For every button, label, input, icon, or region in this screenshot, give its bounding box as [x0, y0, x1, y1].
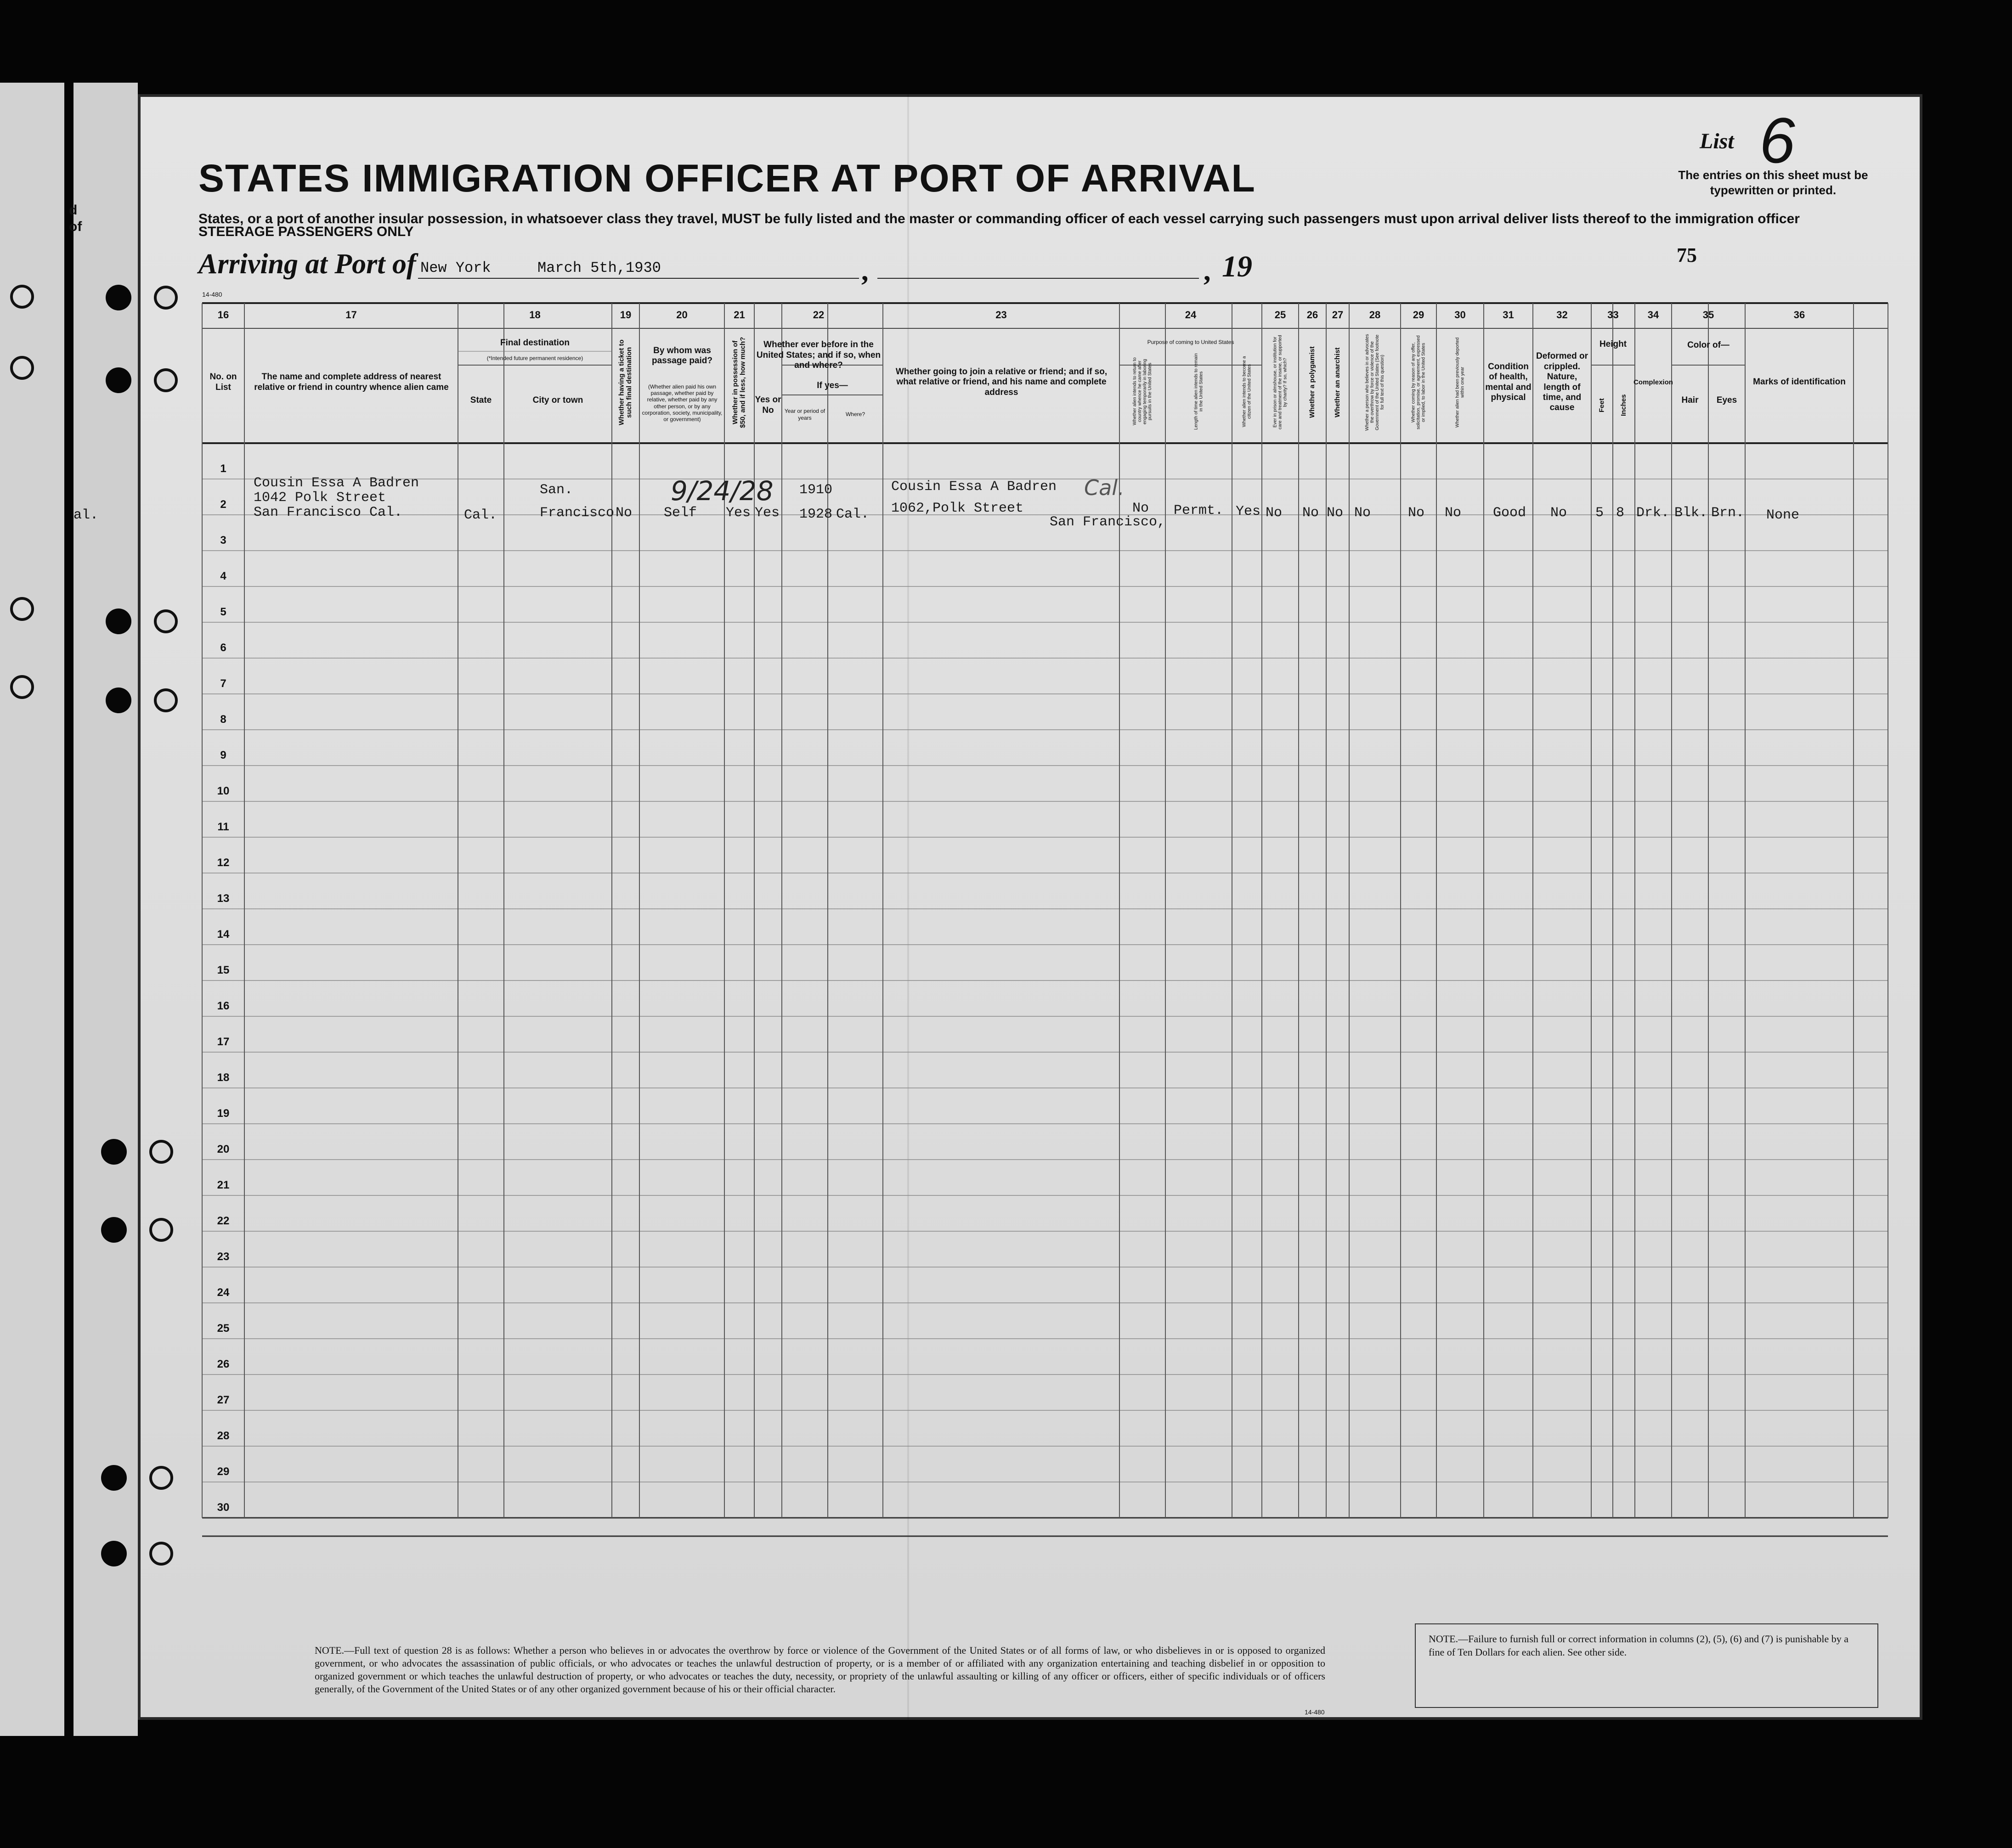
header-nearest-relative: The name and complete address of nearest relative or friend in country whence alien came	[254, 372, 449, 392]
row-number: 27	[217, 1394, 230, 1406]
arriving-port: New York	[420, 259, 491, 276]
footnote-form-number: 14-480	[1305, 1708, 1325, 1716]
header-health: Condition of health, mental and physical	[1485, 361, 1532, 402]
row-number: 21	[217, 1179, 230, 1191]
list-number: 6	[1759, 104, 1795, 176]
header-purpose: Purpose of coming to United States	[1147, 338, 1234, 345]
header-join-relative: Whether going to join a relative or friend; and if so, what relative or friend, and his name and complete address	[895, 366, 1108, 397]
row-number: 28	[217, 1430, 230, 1442]
punch-hole-ring	[154, 286, 178, 310]
header-ticket: Whether having a ticket to such final destination	[617, 339, 633, 425]
handwritten-state: Cal.	[1084, 475, 1125, 500]
col-num-29: 29	[1413, 309, 1424, 321]
header-length-stay: Length of time alien intends to remain in the United States	[1193, 353, 1204, 430]
entry-join-line1: Cousin Essa A Badren	[891, 479, 1057, 495]
col-num-19: 19	[620, 309, 632, 321]
punch-hole-ring	[10, 356, 34, 380]
entry-feet: 5	[1595, 505, 1604, 521]
entry-citizen: Yes	[1236, 504, 1261, 519]
year-prefix: 19	[1222, 250, 1252, 283]
punch-hole	[106, 367, 131, 393]
row-number: 10	[217, 785, 230, 797]
row-number: 30	[217, 1501, 230, 1514]
punch-hole-ring	[154, 688, 178, 712]
punch-hole-ring	[10, 675, 34, 699]
header-final-destination: Final destination	[500, 338, 570, 348]
header-labor-offer: Whether coming by reason of any offer, solicitation, promise, or agreement, expressed or implied, to labor in the United States	[1411, 335, 1426, 429]
entry-complexion: Drk.	[1636, 505, 1670, 521]
col-num-34: 34	[1647, 309, 1659, 321]
header-year: Year or period of years	[784, 408, 825, 421]
form-number: 14-480	[202, 291, 222, 298]
entry-deported: No	[1445, 505, 1462, 521]
entry-relative-line1: Cousin Essa A Badren	[254, 475, 419, 491]
comma: ,	[861, 255, 869, 287]
punch-hole-ring	[10, 597, 34, 621]
entry-intends-return: No	[1132, 501, 1149, 516]
header-deported: Whether alien had been previously deported within one year	[1455, 337, 1465, 428]
header-feet: Feet	[1598, 398, 1606, 412]
header-where: Where?	[845, 411, 865, 418]
entry-join-line3: San Francisco,	[1050, 514, 1166, 530]
punch-hole	[106, 687, 131, 713]
header-possession-50: Whether in possession of $50, and if less, how much?	[731, 337, 747, 428]
header-overthrow: Whether a person who believes in or advocates the overthrow by force or violence of the Government of the United States (See footnote for full text of this question)	[1365, 334, 1385, 431]
row-number: 13	[217, 892, 230, 905]
punch-hole-ring	[154, 609, 178, 633]
punch-hole	[106, 608, 131, 634]
row-number: 26	[217, 1358, 230, 1370]
row-number: 14	[217, 928, 230, 941]
entry-dest-state: Cal.	[464, 507, 497, 523]
entry-health: Good	[1493, 505, 1526, 521]
entry-dest-city-2: Francisco	[540, 505, 615, 521]
header-prison: Ever in prison or almshouse, or institution for care and treatment of the insane, or supported by charity? If so, which?	[1272, 335, 1288, 430]
entry-where: Cal.	[836, 507, 870, 522]
col-num-16: 16	[217, 309, 229, 321]
row-number: 29	[217, 1465, 230, 1478]
row-number: 25	[217, 1322, 230, 1335]
punch-hole	[101, 1217, 127, 1243]
left-strip-text: d of	[69, 203, 82, 234]
entry-before-us: Yes	[755, 505, 780, 521]
row-number: 11	[217, 821, 229, 833]
entry-eyes: Brn.	[1711, 505, 1745, 521]
entry-prison: No	[1266, 505, 1283, 521]
row-number: 9	[220, 749, 226, 761]
entry-join-line2: 1062,Polk Street	[891, 501, 1024, 516]
col-num-31: 31	[1503, 309, 1514, 321]
entry-year-1: 1910	[799, 482, 833, 498]
entry-marks: None	[1766, 507, 1800, 523]
row-number: 6	[220, 642, 226, 654]
entry-inches: 8	[1616, 505, 1625, 521]
row-number: 2	[220, 498, 226, 511]
entry-passage-paid: Self	[664, 505, 697, 521]
row-number: 4	[220, 570, 226, 582]
entry-overthrow: No	[1354, 505, 1371, 521]
entry-relative-line3: San Francisco Cal.	[254, 505, 403, 520]
header-passage-paid: By whom was passage paid?	[652, 345, 712, 366]
col-num-26: 26	[1306, 309, 1318, 321]
stub-note: NOTE.—Failure to furnish full or correct information in columns (2), (5), (6) and (7) is punishable by a fine of Ten Dollars for each alien. See other side.	[1429, 1633, 1848, 1658]
punch-hole-ring	[154, 368, 178, 392]
row-number: 8	[220, 713, 226, 726]
row-number: 7	[220, 677, 226, 690]
header-polygamist: Whether a polygamist	[1308, 346, 1316, 418]
header-if-yes: If yes—	[817, 380, 848, 390]
header-deformed: Deformed or crippled. Nature, length of time, and cause	[1536, 351, 1588, 413]
row-number: 5	[220, 606, 226, 618]
col-num-23: 23	[995, 309, 1007, 321]
entry-has-50: Yes	[726, 505, 751, 521]
col-num-24: 24	[1185, 309, 1197, 321]
header-height: Height	[1599, 339, 1627, 349]
row-number: 22	[217, 1215, 230, 1227]
list-note: The entries on this sheet must be typewritten or printed.	[1678, 168, 1868, 197]
col-num-36: 36	[1793, 309, 1805, 321]
row-number: 15	[217, 964, 230, 976]
header-no-on-list: No. on List	[209, 372, 237, 392]
row-number: 19	[217, 1107, 230, 1120]
col-num-17: 17	[345, 309, 357, 321]
header-citizen: Whether alien intends to become a citizen of the United States	[1242, 356, 1252, 427]
col-num-33: 33	[1607, 309, 1619, 321]
list-label: List	[1700, 129, 1734, 153]
punch-hole-ring	[149, 1218, 173, 1242]
row-number: 1	[220, 462, 226, 475]
entry-polygamist: No	[1302, 505, 1319, 521]
entry-deformed: No	[1550, 505, 1567, 521]
col-num-27: 27	[1332, 309, 1344, 321]
handwritten-date: 9/24/28	[671, 475, 774, 507]
header-city: City or town	[532, 395, 583, 406]
punch-hole	[101, 1541, 127, 1566]
col-num-32: 32	[1556, 309, 1568, 321]
header-state: State	[470, 395, 492, 406]
header-eyes: Eyes	[1716, 395, 1737, 406]
entry-anarchist: No	[1327, 505, 1344, 521]
sheet-number: 75	[1677, 244, 1697, 266]
header-anarchist: Whether an anarchist	[1333, 347, 1341, 417]
row-number: 16	[217, 1000, 230, 1012]
entry-labor-offer: No	[1408, 505, 1425, 521]
row-number: 12	[217, 856, 230, 869]
entry-dest-city-1: San.	[540, 482, 573, 498]
punch-hole-ring	[10, 285, 34, 309]
header-inches: Inches	[1619, 394, 1628, 417]
header-passage-paid-note: (Whether alien paid his own passage, whether paid by relative, whether paid by any other person, or by any corporation, society, municipality, or government)	[642, 383, 723, 423]
row-number: 18	[217, 1071, 230, 1084]
header-intends-return: Whether alien intends to return to country whence he came after engaging temporarily in laboring pursuits in the United States	[1132, 357, 1153, 426]
entry-hair: Blk.	[1674, 505, 1708, 521]
col-num-30: 30	[1454, 309, 1466, 321]
arriving-date: March 5th,1930	[537, 259, 661, 276]
header-hair: Hair	[1681, 395, 1699, 406]
row-number: 3	[220, 534, 226, 547]
row-number: 23	[217, 1251, 230, 1263]
manifest-page	[138, 94, 1922, 1720]
left-sheet-fragment: al.	[73, 507, 99, 523]
header-marks: Marks of identification	[1753, 377, 1846, 387]
comma: ,	[1204, 255, 1211, 287]
col-num-18: 18	[529, 309, 541, 321]
col-num-21: 21	[734, 309, 745, 321]
col-num-35: 35	[1702, 309, 1714, 321]
punch-hole-ring	[149, 1140, 173, 1164]
header-before-us: Whether ever before in the United States; and if so, when and where?	[756, 340, 881, 371]
row-number: 24	[217, 1286, 230, 1299]
punch-hole-ring	[149, 1466, 173, 1490]
footnote-q28: NOTE.—Full text of question 28 is as follows: Whether a person who believes in or advocates the overthrow by force or violence of the Government of the United States or of all forms of law, or who disbelieves in or is opposed to organized government, or who advocates the assassination of public officials, or who advocates or teaches the unlawful destruction of property, or is a member of or affiliated with any organization entertaining and teaching disbelief in or opposition to organized government or which teaches the unlawful destruction of property, or who advocates or teaches the duty, necessity, or propriety of the unlawful assaulting or killing of any officer or officers, either of specific individuals or of officers generally, of the Government of the United States or of any other organized government because of his or their official character.	[315, 1645, 1325, 1695]
instructions-line: States, or a port of another insular possession, in whatsoever class they travel, MUST be fully listed and the master or commanding officer of each vessel carrying such passengers must upon arrival deliver lists thereof to the immigration officer	[198, 211, 1800, 226]
header-yes-no: Yes or No	[755, 395, 781, 415]
punch-hole	[101, 1465, 127, 1491]
punch-hole-ring	[149, 1542, 173, 1566]
header-final-destination-note: (*Intended future permanent residence)	[486, 355, 583, 361]
col-num-22: 22	[813, 309, 825, 321]
col-num-20: 20	[676, 309, 688, 321]
steerage-label: STEERAGE PASSENGERS ONLY	[198, 224, 414, 239]
page-title: STATES IMMIGRATION OFFICER AT PORT OF ARRIVAL	[198, 157, 1256, 200]
header-color-of: Color of—	[1687, 340, 1729, 350]
header-complexion: Complexion	[1633, 378, 1673, 386]
punch-hole	[101, 1139, 127, 1165]
entry-year-2: 1928	[799, 507, 833, 522]
entry-length-stay: Permt.	[1174, 503, 1224, 518]
col-num-25: 25	[1274, 309, 1286, 321]
left-sheet-strip	[0, 83, 64, 1736]
arriving-label: Arriving at Port of	[198, 248, 416, 280]
punch-hole	[106, 285, 131, 310]
row-number: 17	[217, 1036, 230, 1048]
col-num-28: 28	[1369, 309, 1381, 321]
entry-relative-line2: 1042 Polk Street	[254, 490, 386, 506]
entry-ticket: No	[616, 505, 633, 521]
row-number: 20	[217, 1143, 230, 1155]
